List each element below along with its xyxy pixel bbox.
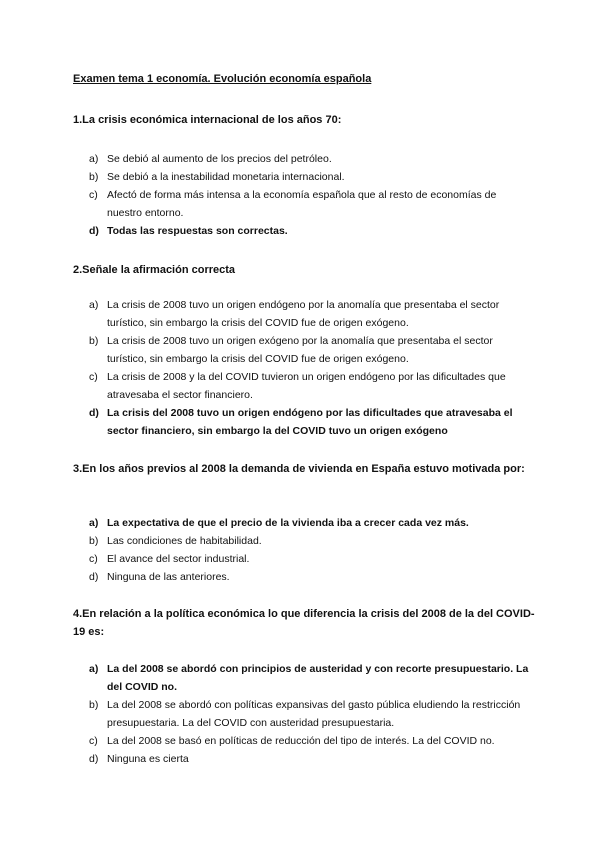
option-letter: b) (89, 171, 99, 183)
option-text: Ninguna de las anteriores. (107, 571, 230, 583)
option-text: Se debió al aumento de los precios del petróleo. (107, 153, 332, 165)
option-text: La del 2008 se abordó con principios de austeridad y con recorte presupuestario. La del COVID no. (107, 663, 529, 693)
option-text: La crisis de 2008 tuvo un origen endógeno por la anomalía que presentaba el sector turístico, sin embargo la crisis del COVID fue de origen exógeno. (107, 299, 500, 329)
option-letter: a) (89, 153, 99, 165)
option-3b (73, 532, 530, 550)
option-3d (73, 568, 530, 586)
option-letter: b) (89, 535, 99, 547)
option-4d (73, 750, 530, 768)
option-text: La expectativa de que el precio de la vivienda iba a crecer cada vez más. (107, 517, 469, 529)
option-2a (73, 296, 530, 332)
option-1a (73, 150, 530, 168)
option-letter: b) (89, 699, 99, 711)
option-2d-correct (73, 404, 530, 440)
option-text: Todas las respuestas son correctas. (107, 225, 288, 237)
option-text: Se debió a la inestabilidad monetaria internacional. (107, 171, 345, 183)
option-letter: a) (89, 663, 99, 675)
option-1d-correct (73, 222, 530, 240)
option-text: La crisis del 2008 tuvo un origen endógeno por las dificultades que atravesaba el sector financiero, sin embargo la del COVID tuvo un origen exógeno (107, 407, 513, 437)
option-2b (73, 332, 530, 368)
option-letter: d) (89, 571, 99, 583)
option-letter: d) (89, 753, 99, 765)
option-letter: c) (89, 371, 98, 383)
question-4: 4.En relación a la política económica lo que diferencia la crisis del 2008 de la del COVID-19 es: (73, 608, 535, 638)
option-letter: c) (89, 735, 98, 747)
option-text: Afectó de forma más intensa a la economía española que al resto de economías de nuestro entorno. (107, 189, 497, 219)
option-text: La del 2008 se basó en políticas de reducción del tipo de interés. La del COVID no. (107, 735, 495, 747)
question-3-options (73, 514, 530, 586)
option-4b (73, 696, 530, 732)
option-text: El avance del sector industrial. (107, 553, 250, 565)
option-4c (73, 732, 530, 750)
option-4a-correct (73, 660, 530, 696)
option-letter: a) (89, 517, 99, 529)
question-2: 2.Señale la afirmación correcta (73, 264, 236, 276)
option-letter: c) (89, 553, 98, 565)
option-text: La crisis de 2008 tuvo un origen exógeno por la anomalía que presentaba el sector turístico, sin embargo la crisis del COVID fue de origen exógeno. (107, 335, 493, 365)
option-text: La del 2008 se abordó con políticas expansivas del gasto pública eludiendo la restricción presupuestaria. La del COVID con austeridad presupuestaria. (107, 699, 521, 729)
option-letter: d) (89, 407, 99, 419)
option-letter: c) (89, 189, 98, 201)
question-2-options (73, 296, 530, 440)
question-4-options (73, 660, 530, 768)
document-title: Examen tema 1 economía. Evolución economía española (73, 73, 372, 85)
option-letter: b) (89, 335, 99, 347)
option-letter: a) (89, 299, 99, 311)
option-text: Ninguna es cierta (107, 753, 189, 765)
option-text: La crisis de 2008 y la del COVID tuvieron un origen endógeno por las dificultades que atravesaba el sector financiero. (107, 371, 506, 401)
option-2c (73, 368, 530, 404)
question-3: 3.En los años previos al 2008 la demanda de vivienda en España estuvo motivada por: (73, 463, 525, 475)
option-letter: d) (89, 225, 99, 237)
option-1c (73, 186, 530, 222)
question-1-options (73, 150, 530, 240)
option-3a-correct (73, 514, 530, 532)
option-3c (73, 550, 530, 568)
option-1b (73, 168, 530, 186)
option-text: Las condiciones de habitabilidad. (107, 535, 262, 547)
question-1: 1.La crisis económica internacional de los años 70: (73, 114, 342, 126)
